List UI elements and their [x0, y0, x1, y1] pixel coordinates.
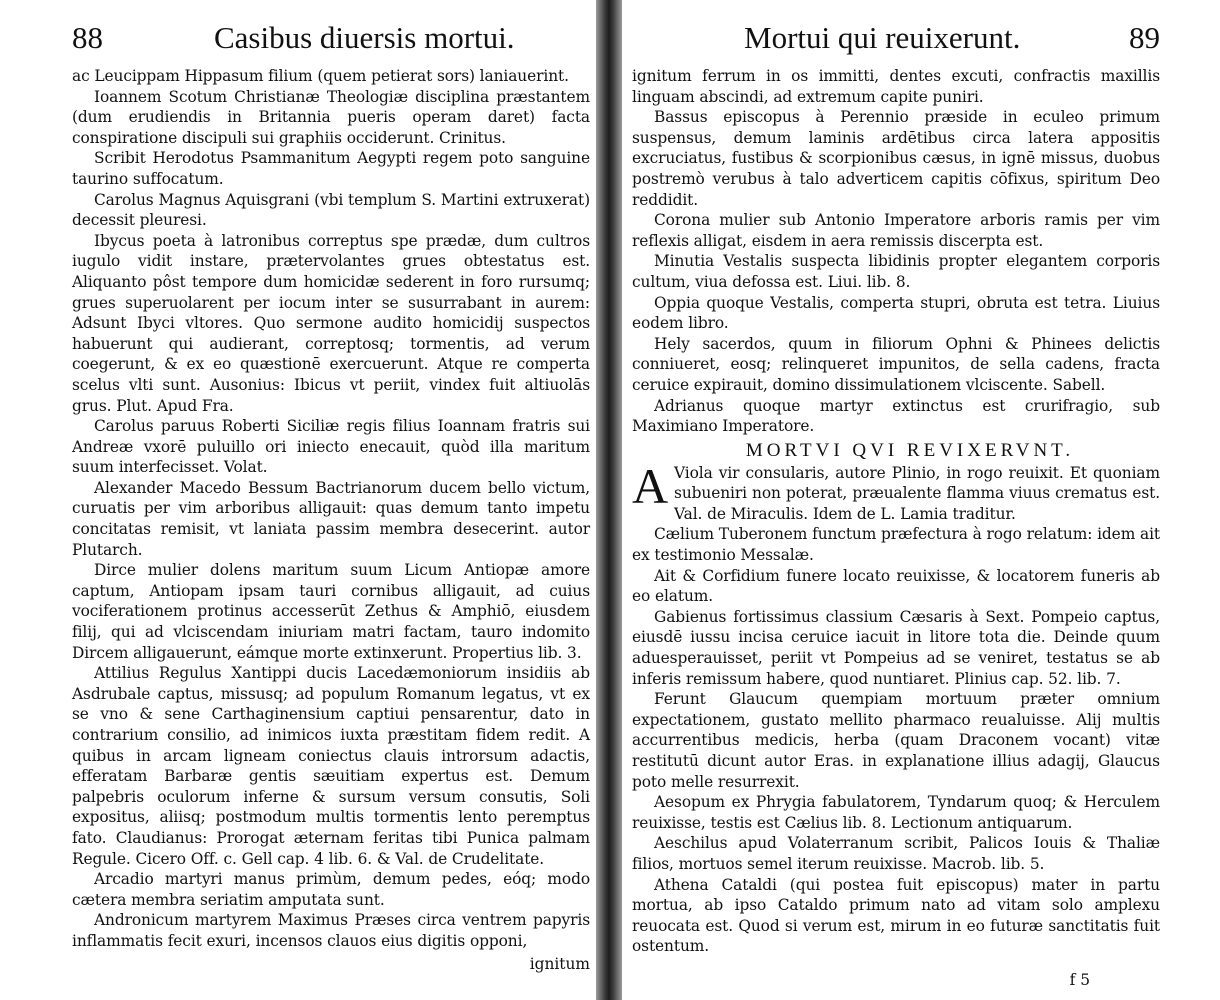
right-paragraph: Aeschilus apud Volaterranum scribit, Palicos Iouis & Thaliæ filios, mortuos semel iterum reuixisse. Macrob. lib. 5. [632, 834, 1160, 873]
section-first-paragraph [632, 457, 1160, 525]
drop-cap: A [632, 457, 669, 514]
right-page-number: 89 [1129, 20, 1160, 55]
right-paragraph: Hely sacerdos, quum in filiorum Ophni & Phinees delictis conniueret, eosq; relinqueret impunitos, de sella cadens, fracta ceruice expirauit, domino dissimulationem vlciscente. Sabell. [632, 334, 1160, 394]
left-paragraph: Arcadio martyri manus primùm, demum pedes, eóq; modo cætera membra seriatim amputata sunt. [72, 870, 590, 909]
left-paragraph: Dirce mulier dolens maritum suum Licum Antiopæ amore captum, Antiopam ipsam tauri cornibus alligauit, ad cuius vociferationem protinus accesserūt Zethus & Amphiō, eiusdem filij, qui ad vlciscendam iniuriam matri factam, tauro indomito Dircem alligauerunt, eámque morte extinxerunt. Propertius lib. 3. [72, 561, 590, 662]
right-paragraph: Gabienus fortissimus classium Cæsaris à Sext. Pompeio captus, eiusdē iussu incisa ceruice iacuit in litore tota die. Deinde quum aduesperauisset, periit vt Pompeius ad se veniret, testatus se ab inferis remissum habere, quod nuntiaret. Plinius cap. 52. lib. 7. [632, 607, 1160, 688]
right-paragraph: Ferunt Glaucum quempiam mortuum præter omnium expectationem, gustato mellito pharmaco reualuisse. Alij multis accurrentibus medicis, herba (quam Draconem vocant) vitæ restitutū dicunt autor Eras. in explanatione illius adagij, Glaucus poto melle resurrexit. [632, 690, 1160, 791]
right-page-body [632, 66, 1160, 989]
left-page-header [72, 18, 590, 60]
right-page-header [632, 18, 1160, 60]
left-paragraph: Ibycus poeta à latronibus correptus spe prædæ, dum cultros iugulo vidit instare, prætervolantes grues obtestatus est. Aliquanto pôst tempore dum homicidæ sederent in foro rursumq; grues superuolarent per iocum inter se susurrabant in aurem: Adsunt Ibyci vltores. Quo sermone audito homicidij suspectos habuerunt qui audierant, correptosq; tormentis, ad verum coegerunt, & ex eo quæstionē exercuerunt. Atque re comperta scelus vlti sunt. Ausonius: Ibicus vt periit, vindex fuit altiuolās grus. Plut. Apud Fra. [72, 231, 590, 415]
right-running-title: Mortui qui reuixerunt. [744, 20, 1021, 55]
section-heading: MORTVI QVI REVIXERVNT. [745, 439, 1075, 461]
right-paragraph: Cælium Tuberonem functum præfectura à rogo relatum: idem ait ex testimonio Messalæ. [632, 525, 1160, 565]
right-paragraph: Oppia quoque Vestalis, comperta stupri, obruta est tetra. Liuius eodem libro. [632, 293, 1160, 333]
left-running-title: Casibus diuersis mortui. [214, 20, 515, 55]
left-paragraph: ac Leucippam Hippasum filium (quem petierat sors) laniauerint. [72, 67, 569, 85]
right-paragraph: Corona mulier sub Antonio Imperatore arboris ramis per vim reflexis alligat, eisdem in aera remissis discerpta est. [632, 211, 1160, 250]
right-paragraph: Adrianus quoque martyr extinctus est crurifragio, sub Maximiano Imperatore. [632, 396, 1160, 436]
right-paragraph: ignitum ferrum in os immitti, dentes excuti, confractis maxillis linguam abscindi, ad extremum capite puniri. [632, 67, 1160, 106]
left-catchword: ignitum [529, 954, 590, 973]
right-paragraph: Bassus episcopus à Perennio præside in eculeo primum suspensus, demum laminis ardētibus circa latera appositis excruciatus, fustibus & scorpionibus cæsus, in ignē missus, duobus postremò verubus à talo adverticem capitis cōfixus, spiritum Deo reddidit. [632, 108, 1160, 209]
right-page [622, 0, 1220, 1000]
right-paragraph: Ait & Corfidium funere locato reuixisse, & locatorem funeris ab eo elatum. [632, 566, 1160, 606]
left-paragraph: Ioannem Scotum Christianæ Theologiæ disciplina præstantem (dum erudiendis in Britannia pueris operam daret) facta conspiratione discipuli sui graphiis occiderunt. Crinitus. [72, 87, 590, 147]
book-gutter [596, 0, 622, 1000]
right-paragraph: Aesopum ex Phrygia fabulatorem, Tyndarum quoq; & Herculem reuixisse, testis est Cælius lib. 8. Lectionum antiquarum. [632, 793, 1160, 832]
right-paragraph: Minutia Vestalis suspecta libidinis propter elegantem corporis cultum, viua defossa est. Liui. lib. 8. [632, 252, 1160, 291]
left-paragraph: Alexander Macedo Bessum Bactrianorum ducem bello victum, curuatis per vim arboribus alligauit: quas demum tanto impetu concitatas remisit, vt laniata passim membra desecerint. autor Plutarch. [72, 478, 590, 559]
left-page-number: 88 [72, 20, 103, 55]
left-paragraph: Attilius Regulus Xantippi ducis Lacedæmoniorum insidiis ab Asdrubale captus, missusq; ad populum Romanum legatus, vt ex se vno & sene Carthaginensium captiui pensarentur, dato in contrarium consilio, ad inimicos iuxta præstitam fidem redit. A quibus in arcam ligneam coniectus clauis introrsum adactis, efferatam Barbaræ gentis sæuitiam expertus est. Demum palpebris oculorum inferne & sursum versum consutis, Soli expositus, aliisq; postmodum multis tormentis lento peremptus fato. Claudianus: Prorogat æternam feritas tibi Punica palmam Regule. Cicero Off. c. Gell cap. 4 lib. 6. & Val. de Crudelitate. [72, 664, 590, 868]
left-paragraph: Carolus Magnus Aquisgrani (vbi templum S. Martini extruxerat) decessit pleuresi. [72, 190, 590, 230]
section-first-text: Viola vir consularis, autore Plinio, in rogo reuixit. Et quoniam subueniri non poterat, præualente flamma viuus crematus est. Val. de Miraculis. Idem de L. Lamia traditur. [674, 463, 1160, 523]
left-paragraph: Carolus paruus Roberti Siciliæ regis filius Ioannam fratris sui Andreæ vxorē puluillo ori iniecto enecauit, quòd illa maritum suum interfecisset. Volat. [72, 417, 590, 477]
left-paragraph: Andronicum martyrem Maximus Præses circa ventrem papyris inflammatis fecit exuri, incensos clauos eius digitis opponi, [72, 911, 590, 950]
left-page-body [72, 66, 590, 974]
left-page [0, 0, 596, 1000]
right-paragraph: Athena Cataldi (qui postea fuit episcopus) mater in partu mortua, ab ipso Cataldo primum nato ad vitam solo amplexu reuocata est. Quod si verum est, mirum in eo futuræ sanctitatis fuit ostentum. [632, 875, 1160, 956]
left-paragraph: Scribit Herodotus Psammanitum Aegypti regem poto sanguine taurino suffocatum. [72, 149, 590, 188]
signature-mark: f 5 [1069, 970, 1090, 989]
